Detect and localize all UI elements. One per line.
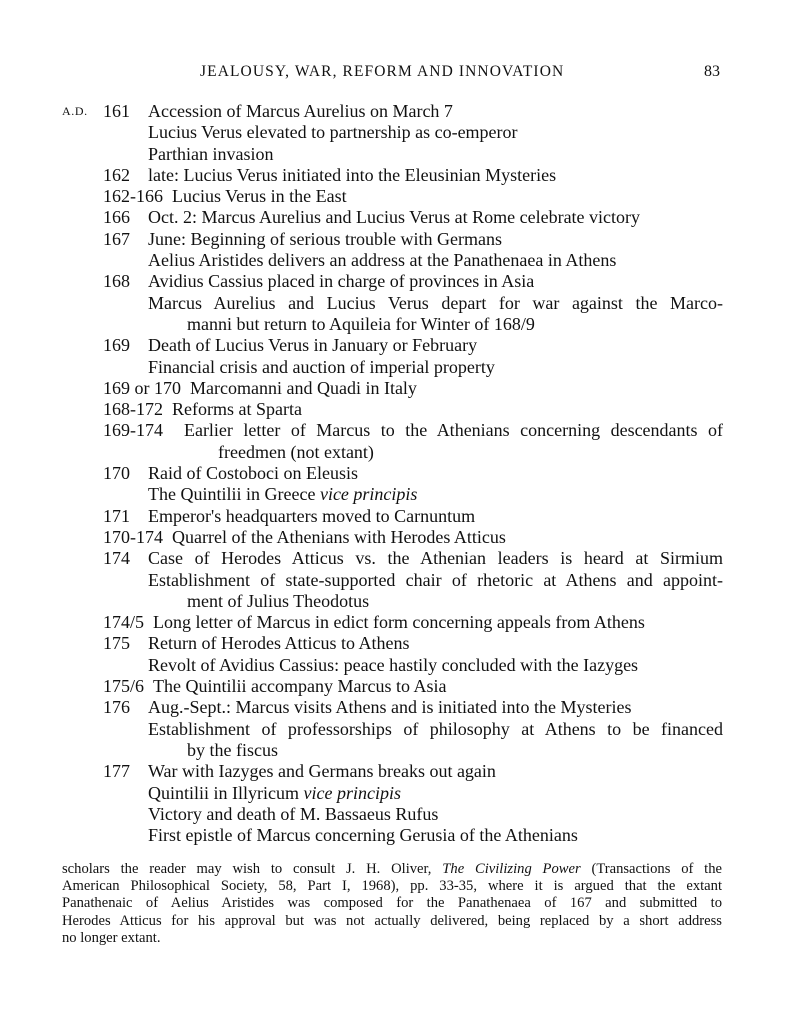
chronology-entry	[0, 676, 787, 697]
event-line: Return of Herodes Atticus to Athens	[148, 633, 410, 654]
entry-year: 169-174	[103, 420, 163, 441]
event-text: Earlier letter of Marcus to the Athenians concerning descendants of	[183, 420, 724, 441]
entry-year: 175/6	[103, 676, 145, 697]
entry-year: 168-172	[103, 399, 163, 420]
event-line	[0, 783, 787, 804]
event-continuation: manni but return to Aquileia for Winter of 168/9	[187, 313, 535, 334]
chronology-entry	[0, 697, 787, 761]
event-text: Lucius Verus in the East	[172, 186, 347, 207]
entry-year: 170-174	[103, 526, 163, 547]
footnote-line: no longer extant.	[62, 929, 161, 946]
event-line: Financial crisis and auction of imperial property	[148, 356, 495, 377]
event-text: Quarrel of the Athenians with Herodes Atticus	[172, 526, 506, 547]
event-line: Aelius Aristides delivers an address at the Panathenaea in Athens	[148, 250, 617, 271]
chronology-entry	[0, 527, 787, 548]
entry-year: 166	[103, 207, 130, 228]
entry-year: 176	[103, 697, 130, 718]
entry-year: 169 or 170	[103, 377, 181, 398]
chronology-entry	[0, 420, 787, 463]
running-title: JEALOUSY, WAR, REFORM AND INNOVATION	[200, 63, 565, 80]
event-line	[0, 527, 787, 548]
chronology-list	[0, 101, 787, 846]
event-line: Marcus Aurelius and Lucius Verus depart for war against the Marco-	[148, 292, 723, 313]
chronology-entry	[0, 506, 787, 527]
entry-year: 175	[103, 633, 130, 654]
footnote-line: Herodes Atticus for his approval but was not actually delivered, being replaced by a short address	[62, 912, 722, 929]
event-line: Aug.-Sept.: Marcus visits Athens and is initiated into the Mysteries	[148, 697, 632, 718]
entry-year: 177	[103, 761, 130, 782]
event-line: Raid of Costoboci on Eleusis	[148, 463, 358, 484]
chronology-entry	[0, 612, 787, 633]
event-line: June: Beginning of serious trouble with Germans	[148, 228, 502, 249]
event-line	[0, 186, 787, 207]
entry-year: 170	[103, 463, 130, 484]
event-line: late: Lucius Verus initiated into the Eleusinian Mysteries	[148, 164, 557, 185]
event-line	[0, 420, 723, 441]
event-text: Marcomanni and Quadi in Italy	[190, 377, 417, 398]
entry-year: 167	[103, 228, 130, 249]
chronology-entry	[0, 399, 787, 420]
chronology-entry	[0, 207, 787, 228]
event-line: Avidius Cassius placed in charge of provinces in Asia	[148, 271, 535, 292]
event-line: Victory and death of M. Bassaeus Rufus	[148, 803, 439, 824]
chronology-entry	[0, 165, 787, 186]
event-line	[0, 676, 787, 697]
footnote-line: Panathenaic of Aelius Aristides was composed for the Panathenaea of 167 and submitted to	[62, 895, 722, 912]
event-line: Accession of Marcus Aurelius on March 7	[148, 101, 453, 121]
chronology-entry	[0, 335, 787, 378]
event-line	[0, 399, 787, 420]
chronology-entry	[0, 463, 787, 506]
chronology-entry	[0, 378, 787, 399]
event-text: The Quintilii in Greece	[148, 484, 316, 505]
event-line: War with Iazyges and Germans breaks out again	[148, 761, 496, 782]
chronology-entry	[0, 271, 787, 335]
event-line: Lucius Verus elevated to partnership as co-emperor	[148, 122, 518, 143]
event-line: Establishment of state-supported chair of rhetoric at Athens and appoint-	[148, 569, 723, 590]
event-line: Case of Herodes Atticus vs. the Athenian leaders is heard at Sirmium	[148, 548, 723, 569]
event-line	[0, 612, 787, 633]
event-line	[0, 378, 787, 399]
event-continuation: freedmen (not extant)	[218, 441, 374, 462]
event-text: Long letter of Marcus in edict form concerning appeals from Athens	[153, 612, 645, 633]
chronology-entry	[0, 101, 787, 165]
footnote-text: (Transactions of the	[591, 861, 722, 877]
chronology-entry	[0, 548, 787, 612]
entry-year: 171	[103, 505, 130, 526]
chronology-entry	[0, 186, 787, 207]
chronology-entry	[0, 761, 787, 846]
page-header	[0, 63, 787, 87]
event-line: Oct. 2: Marcus Aurelius and Lucius Verus at Rome celebrate victory	[148, 207, 641, 228]
chronology-entry	[0, 633, 787, 676]
event-line: Emperor's headquarters moved to Carnuntum	[148, 505, 476, 526]
entry-year: 162	[103, 164, 130, 185]
event-line: Revolt of Avidius Cassius: peace hastily concluded with the Iazyges	[148, 654, 639, 675]
chronology-entry	[0, 229, 787, 272]
entry-year: 174/5	[103, 612, 145, 633]
footnote-text: scholars the reader may wish to consult J. H. Oliver,	[62, 861, 432, 877]
event-text: Quintilii in Illyricum	[148, 782, 299, 803]
event-text: Reforms at Sparta	[172, 399, 302, 420]
book-title: The Civilizing Power	[442, 861, 581, 877]
latin-phrase: vice principis	[319, 484, 418, 505]
event-line: Establishment of professorships of philosophy at Athens to be financed	[148, 718, 723, 739]
era-prefix: A.D.	[62, 104, 88, 118]
footnote-line	[62, 861, 722, 878]
event-text: The Quintilii accompany Marcus to Asia	[153, 676, 447, 697]
event-line: First epistle of Marcus concerning Gerusia of the Athenians	[148, 825, 578, 846]
event-continuation: by the fiscus	[187, 739, 278, 760]
page-number: 83	[704, 63, 720, 80]
latin-phrase: vice principis	[303, 782, 401, 803]
entry-year: 161	[103, 101, 130, 121]
entry-year: 174	[103, 548, 130, 569]
entry-year: 162-166	[103, 186, 163, 207]
event-continuation: ment of Julius Theodotus	[187, 590, 370, 611]
event-line	[0, 484, 787, 505]
footnote-line: American Philosophical Society, 58, Part I, 1968), pp. 33-35, where it is argued that the extant	[62, 878, 722, 895]
entry-year: 169	[103, 335, 130, 356]
entry-year: 168	[103, 271, 130, 292]
event-line: Parthian invasion	[148, 143, 274, 164]
event-line: Death of Lucius Verus in January or February	[148, 335, 478, 356]
footnote	[62, 861, 722, 947]
